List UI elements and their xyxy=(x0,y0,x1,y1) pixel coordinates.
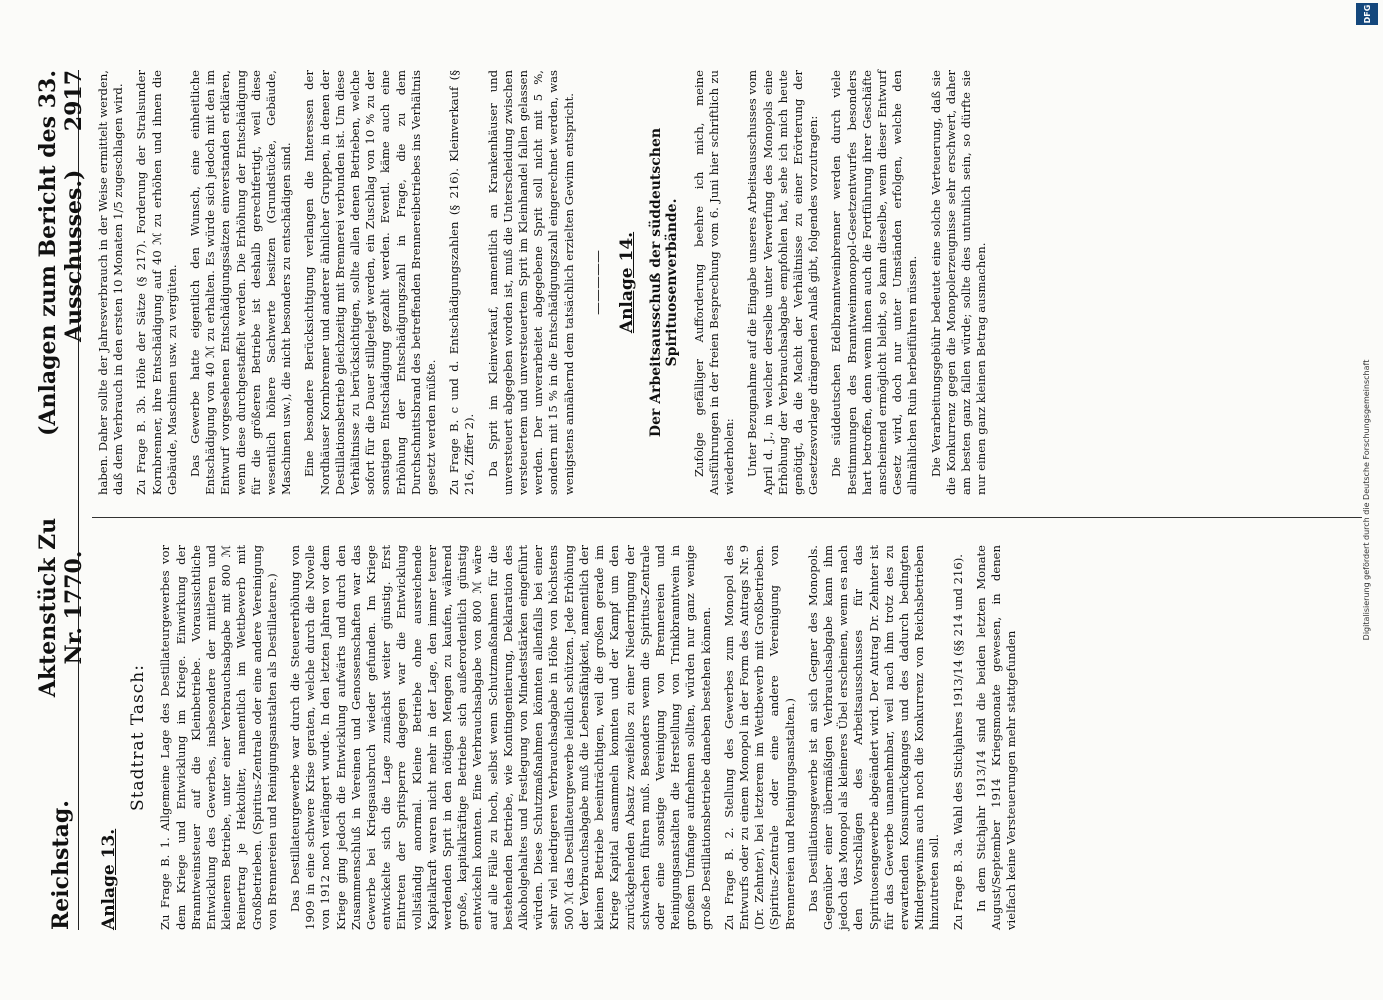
section-rule: ————— xyxy=(590,250,606,315)
paragraph: Eine besondere Berücksichtigung verlangen die Interessen der Nordhäuser Kornbrenner und anderer ähnlicher Gruppen, in denen der Destillationsbetrieb gleichzeitig mit Brennerei verbunden ist. Um diese Verhältnisse zu berücksichtigen, sollte allen denen Betrieben, welche sofort für die Dauer stillgelegt werden, ein Zuschlag von 10 % zu der sonstigen Entschädigung gezahlt werden. Eventl. käme auch eine Erhöhung der Entschädigungszahl in Frage, die zu dem Durchschnittsbrand des betreffenden Brennereibetriebes ins Verhältnis gesetzt werden müßte. xyxy=(302,70,439,495)
paragraph: Unter Bezugnahme auf die Eingabe unseres Arbeitsausschusses vom April d. J., in welcher derselbe unter Verwerfung des Monopols eine Erhöhung der Verbrauchsabgabe empfohlen hat, sehe ich mich heute genötigt, da die Macht der Verhältnisse zu einer Erörterung der Gesetzesvorlage drängenden Anlaß gibt, folgendes vorzutragen: xyxy=(745,70,821,495)
header-middle: Aktenstück Zu Nr. 1770. xyxy=(35,517,87,698)
committee-title: Der Arbeitsausschuß der süddeutschen Spirituosenverbände. xyxy=(648,127,680,438)
paragraph: Zufolge gefälliger Aufforderung beehre ich mich, meine Ausführungen in der freien Besprechung vom 6. Juni hier schriftlich zu wiederholen: xyxy=(691,70,737,495)
paragraph: Zu Frage B. 3b. Höhe der Sätze (§ 217). Forderung der Stralsunder Kornbrenner, ihre Entschädigung auf 40 ℳ zu erhöhen und ihnen die Gebäude, Maschinen usw. zu vergüten. xyxy=(134,70,179,495)
paragraph: Zu Frage B. c und d. Entschädigungszahlen (§ 216). Kleinverkauf (§ 216, Ziffer 2). xyxy=(447,70,477,495)
paragraph: Das Destillationsgewerbe ist an sich Gegner des Monopols. Gegenüber einer übermäßigen Verbrauchsabgabe kann ihm jedoch das Monopol als kleineres Übel erscheinen, wenn es nach den Vorschlägen des Arbeitsausschusses für das Spirituosengewerbe abgeändert wird. Der Antrag Dr. Zehnter ist für das Gewerbe unannehmbar, weil nach ihm trotz des zu erwartenden Konsumrückganges und des dadurch bedingten Mindergewinns auch noch die Konkurrenz von Reichsbetrieben hinzutreten soll. xyxy=(805,545,942,930)
header-right-title: (Anlagen zum Bericht des 33. Ausschusses.) xyxy=(35,70,87,436)
paragraph: haben. Daher sollte der Jahresverbrauch in der Weise ermittelt werden, daß dem Verbrauch in den ersten 10 Monaten 1/5 zugeschlagen wird. xyxy=(96,70,126,495)
anlage-13-title: Anlage 13. xyxy=(99,828,119,930)
left-column xyxy=(96,545,1027,930)
paragraph: Zu Frage B. 3a. Wahl des Stichjahres 1913/14 (§§ 214 und 216). xyxy=(950,554,965,930)
paragraph: Das Gewerbe hatte eigentlich den Wunsch, eine einheitliche Entschädigung von 40 ℳ zu erhalten. Es würde sich jedoch mit den im Entwurf vorgesehenen Entschädigungssätzen einverstanden erklären, wenn diese durchgestaffelt werden. Die Erhöhung der Entschädigung für die größeren Betriebe ist deshalb gerechtfertigt, weil diese wesentlich höhere Sachwerte besitzen (Grundstücke, Gebäude, Maschinen usw.), die nicht besonders zu entschädigen sind. xyxy=(188,70,294,495)
dfg-logo: DFG xyxy=(1356,3,1378,25)
speaker-name: Stadtrat Tasch: xyxy=(128,664,149,811)
paragraph: In dem Stichjahr 1913/14 sind die beiden letzten Monate August/September 1914 Kriegsmonate gewesen, in denen vielfach keine Versteuerungen mehr stattgefunden xyxy=(973,545,1019,930)
page-header xyxy=(35,70,87,930)
paragraph: Die süddeutschen Edelbranntweinbrenner werden durch viele Bestimmungen des Branntweinmonopol-Gesetzentwurfes besonders hart betroffen, denn wenn ihnen auch die Fortführung ihrer Geschäfte anscheinend ermöglicht bleibt, so kann dieselbe, wenn dieser Entwurf Gesetz wird, doch nur unter Umständen erfolgen, welche den allmählichen Ruin herbeiführen müssen. xyxy=(829,70,920,495)
paragraph: Zu Frage B. 1. Allgemeine Lage des Destillateurgewerbes vor dem Kriege und Entwicklung im Kriege. Einwirkung der Branntweinsteuer auf die Kleinbetriebe. Voraussichtliche Entwicklung des Gewerbes, insbesondere der mittleren und kleineren Betriebe, unter einer Verbrauchsabgabe mit 800 ℳ Reinertrag je Hektoliter, namentlich im Wettbewerb mit Großbetrieben. (Spiritus-Zentrale oder eine andere Vereinigung von Brennereien und Reinigungsanstalten als Destillateure.) xyxy=(158,545,279,930)
anlage-14-title: Anlage 14. xyxy=(617,231,638,334)
header-left: Reichstag. xyxy=(48,800,74,930)
page-number: 2917 xyxy=(61,70,87,132)
right-column xyxy=(96,70,997,495)
header-right xyxy=(35,70,87,500)
paragraph: Da Sprit im Kleinverkauf, namentlich an Krankenhäuser und unversteuert abgegeben worden ist, muß die Unterscheidung zwischen versteuertem und unversteuertem Sprit im Kleinhandel fallen gelassen werden. Der unverarbeitet abgegebene Sprit soll nicht mit 5 %, sondern mit 15 % in die Entschädigungszahl eingerechnet werden, was wenigstens annähernd dem tatsächlich erzielten Gewinn entspricht. xyxy=(485,70,576,495)
column-divider xyxy=(92,517,1362,518)
paragraph: Zu Frage B. 2. Stellung des Gewerbes zum Monopol des Entwurfs oder zu einem Monopol in der Form des Antrags Nr. 9 (Dr. Zehnter), bei letzterem im Wettbewerb mit Großbetrieben. (Spiritus-Zentrale oder eine andere Vereinigung von Brennereien und Reinigungsanstalten.) xyxy=(721,545,797,930)
paragraph: Die Verarbeitungsgebühr bedeutet eine solche Verteuerung, daß sie die Konkurrenz gegen die Monopolerzeugnisse sehr erschwert, daher am besten ganz fallen würde; sollte dies untunlich sein, so dürfte sie nur einen ganz kleinen Betrag ausmachen. xyxy=(928,70,989,495)
paragraph: Das Destillateurgewerbe war durch die Steuererhöhung von 1909 in eine schwere Krise geraten, welche durch die Novelle von 1912 noch verlängert wurde. In den letzten Jahren vor dem Kriege ging jedoch die Entwicklung aufwärts und durch den Zusammenschluß in Vereinen und Genossenschaften war das Gewerbe bei Kriegsausbruch wieder gefunden. Im Kriege entwickelte sich die Lage zunächst weiter günstig. Erst Eintreten der Spritsperre dagegen war die Entwicklung vollständig anormal. Kleine Betriebe ohne ausreichende Kapitalkraft waren nicht mehr in der Lage, den immer teurer werdenden Sprit in den nötigen Mengen zu kaufen, während große, kapitalkräftige Betriebe sich außerordentlich günstig entwickeln konnten. Eine Verbrauchsabgabe von 800 ℳ wäre auf alle Fälle zu hoch, selbst wenn Schutzmaßnahmen für die bestehenden Betriebe, wie Kontingentierung, Deklaration des Alkoholgehaltes und Festlegung von Mindeststärken eingeführt würden. Diese Schutzmaßnahmen könnten allenfalls bei einer sehr viel niedrigeren Verbrauchsabgabe in Höhe von höchstens 500 ℳ das Destillateurgewerbe leidlich schützen. Jede Erhöhung der Verbrauchsabgabe muß die Lebensfähigkeit, namentlich der kleinen Betriebe beeinträchtigen, weil die großen gerade im Kriege Kapital ansammeln konnten und der Kampf um den zurückgehenden Absatz zweifellos zu einer Niederringung der schwachen führen muß. Besonders wenn die Spiritus-Zentrale oder eine sonstige Vereinigung von Brennereien und Reinigungsanstalten die Herstellung von Trinkbranntwein in großem Umfange aufnehmen sollten, würden nur ganz wenige große Destillationsbetriebe daneben bestehen können. xyxy=(288,545,713,930)
digitization-credit: Digitalisierung gefördert durch die Deutsche Forschungsgemeinschaft xyxy=(1362,359,1371,641)
